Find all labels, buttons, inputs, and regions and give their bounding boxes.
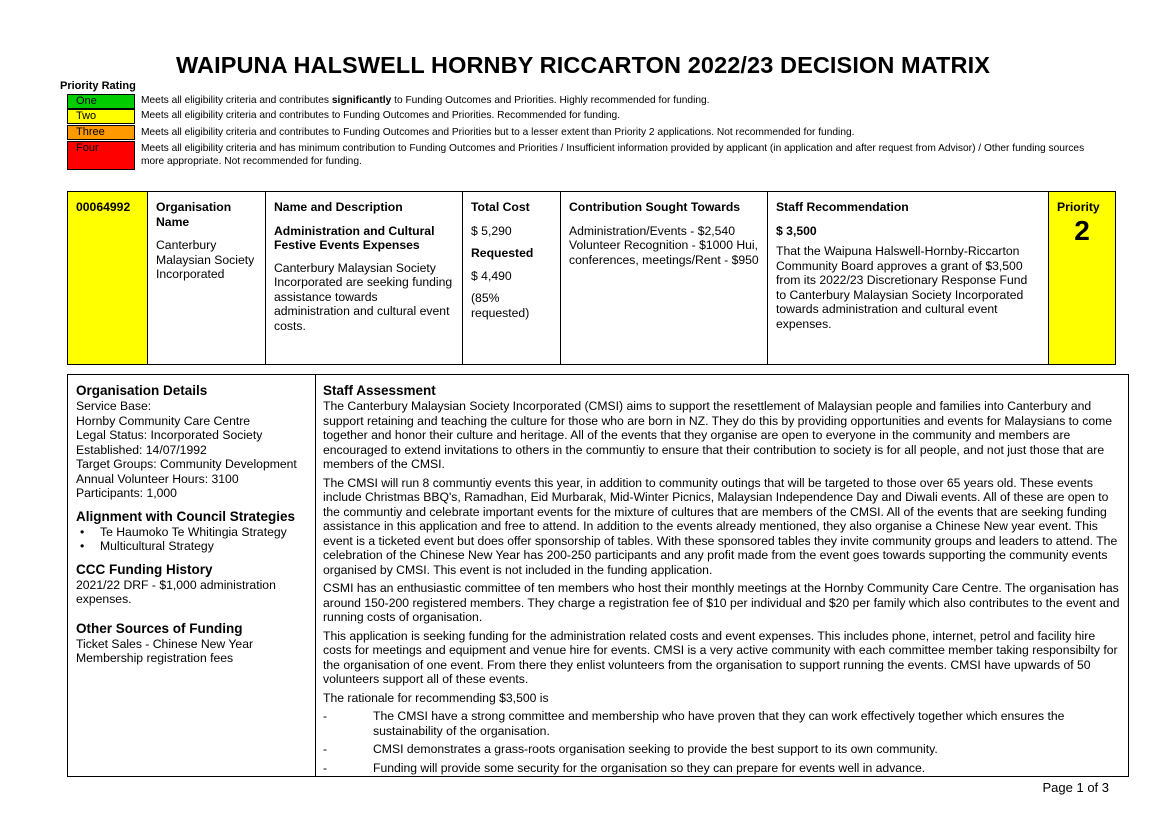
rationale-item: - CMSI demonstrates a grass-roots organisation seeking to provide the best support to its own community. <box>323 742 938 756</box>
org-detail-line: Annual Volunteer Hours: 3100 <box>76 471 239 486</box>
alignment-heading: Alignment with Council Strategies <box>76 508 296 524</box>
requested-label: Requested <box>471 246 534 260</box>
application-id-cell <box>68 192 148 364</box>
organisation-details-heading: Organisation Details <box>76 383 208 398</box>
staff-recommendation-header: Staff Recommendation <box>776 200 909 214</box>
name-description-header: Name and Description <box>274 200 403 214</box>
organisation-name: Canterbury Malaysian Society Incorporated <box>156 238 255 281</box>
organisation-details-panel <box>68 375 316 776</box>
priority-one-desc: Meets all eligibility criteria and contributes significantly to Funding Outcomes and Priorities. Highly recommended for funding. <box>141 95 710 106</box>
organisation-header: Organisation Name <box>156 200 232 229</box>
funding-history-heading: CCC Funding History <box>76 561 213 577</box>
total-cost-value: $ 5,290 <box>471 223 512 238</box>
rationale-item: - The CMSI have a strong committee and membership who have proven that they can work effectively together which ensures the sustainability of the organisation. <box>323 709 1065 738</box>
org-detail-line: Legal Status: Incorporated Society <box>76 428 263 442</box>
staff-assessment-panel <box>316 375 1128 776</box>
assessment-paragraph: This application is seeking funding for the administration related costs and event expenses. This includes phone, internet, petrol and facility hire costs for meetings and equipment and venue hire for events. CMSI is a very active community with each committee member taking responsibilty for the organisation of one event. From there they enlist volunteers from the organisation to support running the events. CMSI have upwards of 50 volunteers support all of these events. <box>323 628 1118 686</box>
application-id: 00064992 <box>76 200 131 214</box>
details-section <box>67 374 1129 777</box>
staff-recommendation-cell <box>768 192 1049 364</box>
decision-matrix-table <box>67 191 1116 365</box>
page-number: Page 1 of 3 <box>1042 780 1109 795</box>
priority-three-desc: Meets all eligibility criteria and contributes to Funding Outcomes and Priorities but to a lesser extent than Priority 2 applications. Not recommended for funding. <box>141 127 855 138</box>
priority-two-desc: Meets all eligibility criteria and contributes to Funding Outcomes and Priorities. Recommended for funding. <box>141 110 621 121</box>
staff-assessment-heading: Staff Assessment <box>323 383 436 398</box>
other-funding-line: Ticket Sales - Chinese New Year <box>76 636 254 651</box>
org-detail-line: Service Base: <box>76 399 152 413</box>
assessment-paragraph: The Canterbury Malaysian Society Incorporated (CMSI) aims to support the resettlement of Malaysian people and families into Canterbury and support retaining and teaching the culture for those who are born in NZ. They do this by providing opportunities and events for Malaysians to come together and honor their culture and heritage. All of the events that they organise are open to everyone in the community and members are encouraged to extend invitations to others in the communtiy to ensure that their contribution to society is for all people, and not just those that are members of the CMSI. <box>323 399 1113 471</box>
requested-percent: (85% requested) <box>471 291 530 320</box>
total-cost-header: Total Cost <box>471 200 530 214</box>
organisation-cell <box>148 192 266 364</box>
other-funding-line: Membership registration fees <box>76 651 234 665</box>
org-detail-line: Hornby Community Care Centre <box>76 413 251 428</box>
priority-three-box: Three <box>67 125 135 140</box>
alignment-item: • Multicultural Strategy <box>76 539 307 554</box>
priority-two-box: Two <box>67 109 135 124</box>
assessment-paragraph: The rationale for recommending $3,500 is <box>323 690 549 705</box>
priority-cell <box>1049 192 1115 364</box>
page-title: WAIPUNA HALSWELL HORNBY RICCARTON 2022/23 DECISION MATRIX <box>176 52 990 78</box>
priority-rating-label: Priority Rating <box>60 80 136 92</box>
org-detail-line: Established: 14/07/1992 <box>76 442 207 457</box>
priority-legend-two <box>67 109 135 124</box>
contribution-text: Administration/Events - $2,540 Volunteer Recognition - $1000 Hui, conferences, meetings/Rent - $950 <box>569 223 759 267</box>
priority-value: 2 <box>1074 214 1090 246</box>
recommendation-amount: $ 3,500 <box>776 223 817 238</box>
priority-header: Priority <box>1057 200 1100 214</box>
assessment-paragraph: The CMSI will run 8 communtiy events this year, in addition to community outings that will be targeted to those over 65 years old. These events include Christmas BBQ's, Ramadhan, Eid Murbarak, Mid-Winter Picnics, Malaysian Independence Day and Diwali events. All of these are open to the communtiy and celebrate important events for the mixture of cultures that are members of the CMSI. All of the events that are seeking funding assistance in this application and free to attend. In addition to the events already mentioned, they also organise a Chinese New year event. This event is a ticketed event but does offer sponsorship of tables. With these sponsored tables they invite community groups and leaders to attend. The celebration of the Chinese New Year has 200-250 participants and any profit made from the event goes towards supporting the community events organised by CMSI. This event is not included in the funding application. <box>323 475 1118 577</box>
name-description-cell <box>266 192 463 364</box>
rationale-item: - Funding will provide some security for the organisation so they can prepare for events well in advance. <box>323 760 926 775</box>
priority-four-desc: Meets all eligibility criteria and has minimum contribution to Funding Outcomes and Priorities / Insufficient information provided by applicant (in application and after request from Advisor) / Other funding sources more appropriate. Not recommended for funding. <box>141 143 1085 167</box>
priority-legend-three <box>67 125 135 140</box>
funding-history-text: 2021/22 DRF - $1,000 administration expenses. <box>76 577 276 606</box>
priority-four-box: Four <box>67 141 135 170</box>
priority-legend-four <box>67 141 135 170</box>
org-detail-line: Target Groups: Community Development <box>76 457 297 471</box>
assessment-paragraph: CSMI has an enthusiastic committee of ten members who host their monthly meetings at the Hornby Community Care Centre. The organisation has around 150-200 registered members. They charge a registration fee of $10 per individual and $20 per family which also contributes to the event and running costs of organisation. <box>323 581 1120 624</box>
requested-amount: $ 4,490 <box>471 268 512 283</box>
total-cost-cell <box>463 192 561 364</box>
other-funding-heading: Other Sources of Funding <box>76 620 243 636</box>
contribution-header: Contribution Sought Towards <box>569 200 741 214</box>
priority-one-box: One <box>67 94 135 109</box>
priority-legend-one <box>67 94 135 109</box>
alignment-item: • Te Haumoko Te Whitingia Strategy <box>76 525 307 540</box>
project-description: Canterbury Malaysian Society Incorporated are seeking funding assistance towards administration and cultural event costs. <box>274 260 453 333</box>
org-detail-line: Participants: 1,000 <box>76 486 177 500</box>
recommendation-text: That the Waipuna Halswell-Hornby-Riccarton Community Board approves a grant of $3,500 from its 2022/23 Discretionary Response Fund to Canterbury Malaysian Society Incorporated towards administration and cultural event expenses. <box>776 244 1028 331</box>
project-title: Administration and Cultural Festive Events Expenses <box>274 223 435 252</box>
contribution-cell <box>561 192 768 364</box>
